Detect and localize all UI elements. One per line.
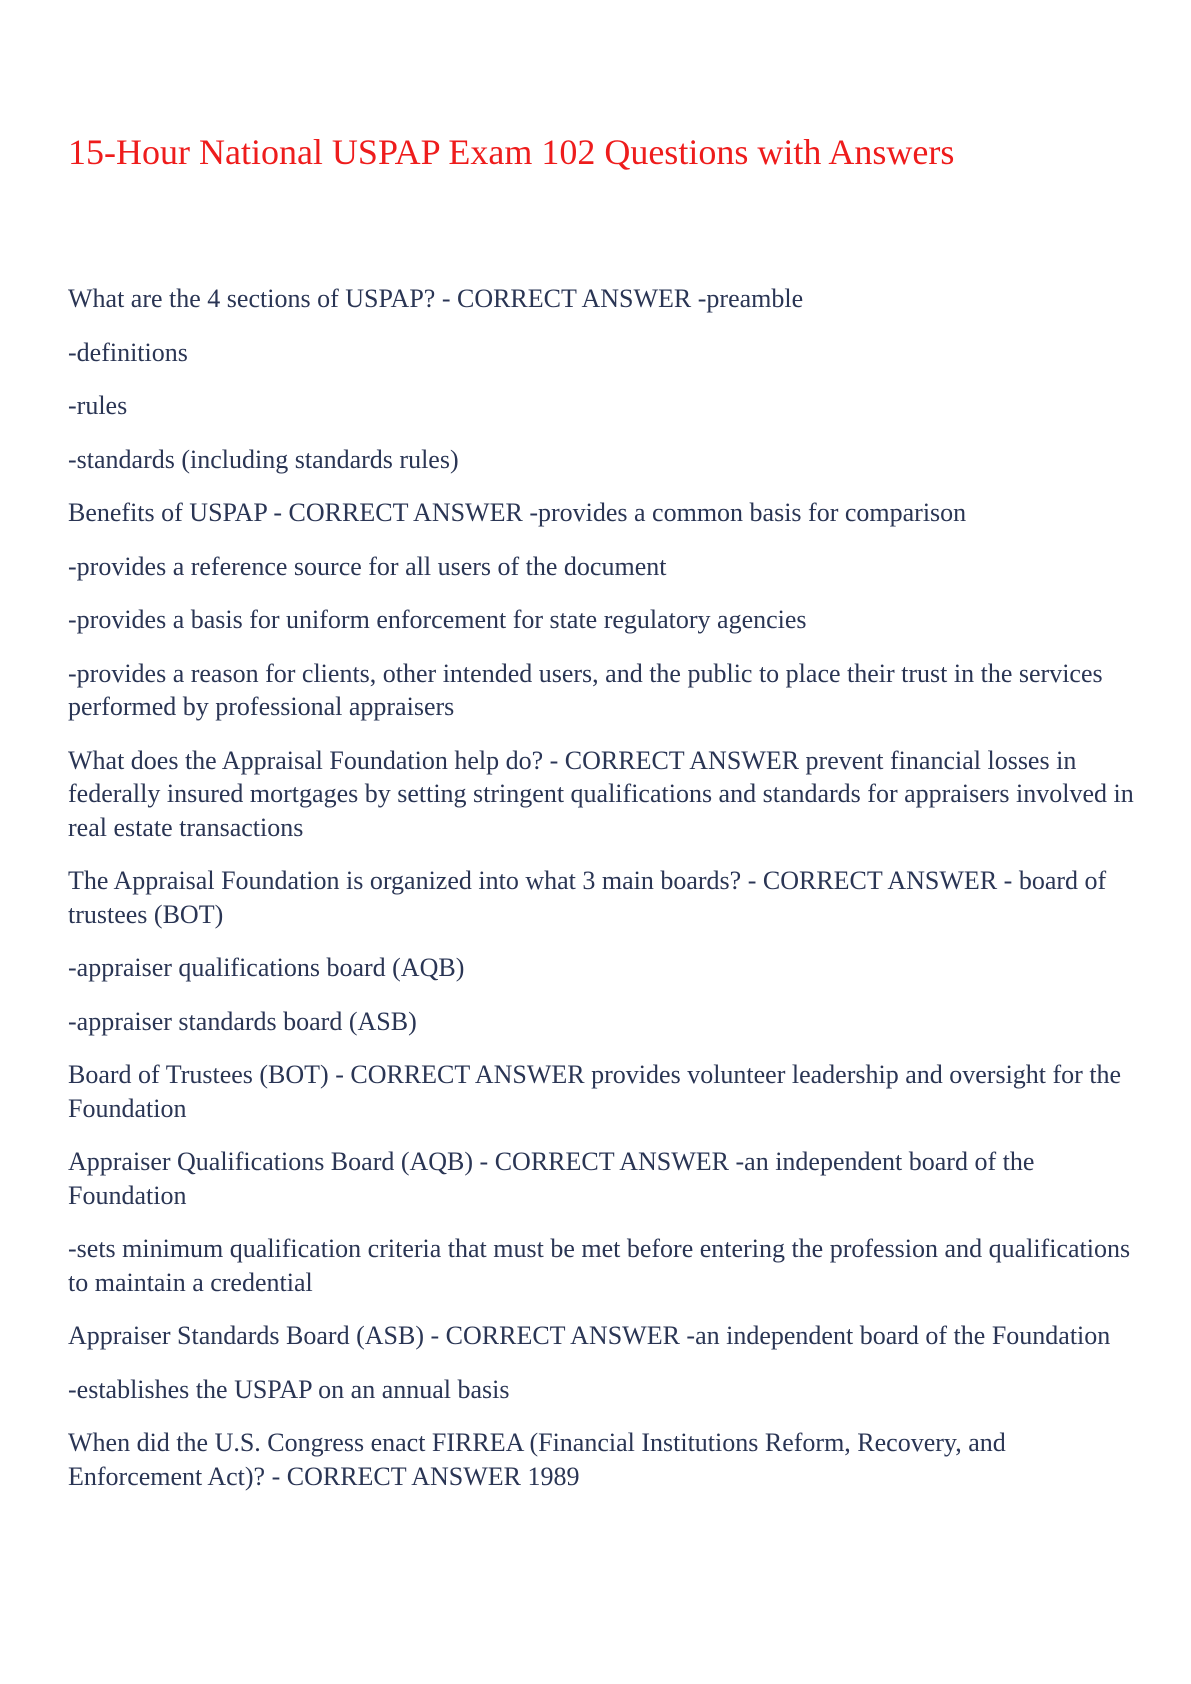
qa-paragraph: -rules	[68, 391, 128, 420]
qa-paragraph: -establishes the USPAP on an annual basis	[68, 1374, 510, 1404]
qa-paragraph: When did the U.S. Congress enact FIRREA (Financial Institutions Reform, Recovery, and Enforcement Act)? - CORRECT ANSWER 1989	[68, 1428, 1006, 1491]
qa-paragraph: -standards (including standards rules)	[68, 444, 459, 474]
page-title: 15-Hour National USPAP Exam 102 Questions with Answers	[68, 132, 955, 172]
qa-paragraph: -provides a reason for clients, other intended users, and the public to place their trust in the services performed by professional appraisers	[68, 658, 1103, 721]
qa-content	[68, 282, 1138, 1513]
qa-paragraph: -appraiser standards board (ASB)	[68, 1006, 417, 1036]
qa-paragraph: -sets minimum qualification criteria that must be met before entering the profession and qualifications to maintain a credential	[68, 1234, 1131, 1297]
qa-paragraph: What are the 4 sections of USPAP? - CORRECT ANSWER -preamble	[68, 284, 804, 313]
qa-paragraph: The Appraisal Foundation is organized into what 3 main boards? - CORRECT ANSWER - board of trustees (BOT)	[68, 866, 1107, 929]
qa-paragraph: -appraiser qualifications board (AQB)	[68, 953, 465, 982]
qa-paragraph: Appraiser Qualifications Board (AQB) - CORRECT ANSWER -an independent board of the Foundation	[68, 1147, 1035, 1210]
qa-paragraph: Benefits of USPAP - CORRECT ANSWER -provides a common basis for comparison	[68, 498, 967, 527]
qa-paragraph: -provides a basis for uniform enforcement for state regulatory agencies	[68, 605, 807, 634]
qa-paragraph: -provides a reference source for all users of the document	[68, 551, 667, 581]
qa-paragraph: What does the Appraisal Foundation help do? - CORRECT ANSWER prevent financial losses in federally insured mortgages by setting stringent qualifications and standards for appraisers involved in real estate transactions	[68, 745, 1134, 842]
qa-paragraph: Appraiser Standards Board (ASB) - CORRECT ANSWER -an independent board of the Foundation	[68, 1321, 1111, 1350]
qa-paragraph: -definitions	[68, 337, 188, 367]
qa-paragraph: Board of Trustees (BOT) - CORRECT ANSWER provides volunteer leadership and oversight for the Foundation	[68, 1060, 1122, 1123]
